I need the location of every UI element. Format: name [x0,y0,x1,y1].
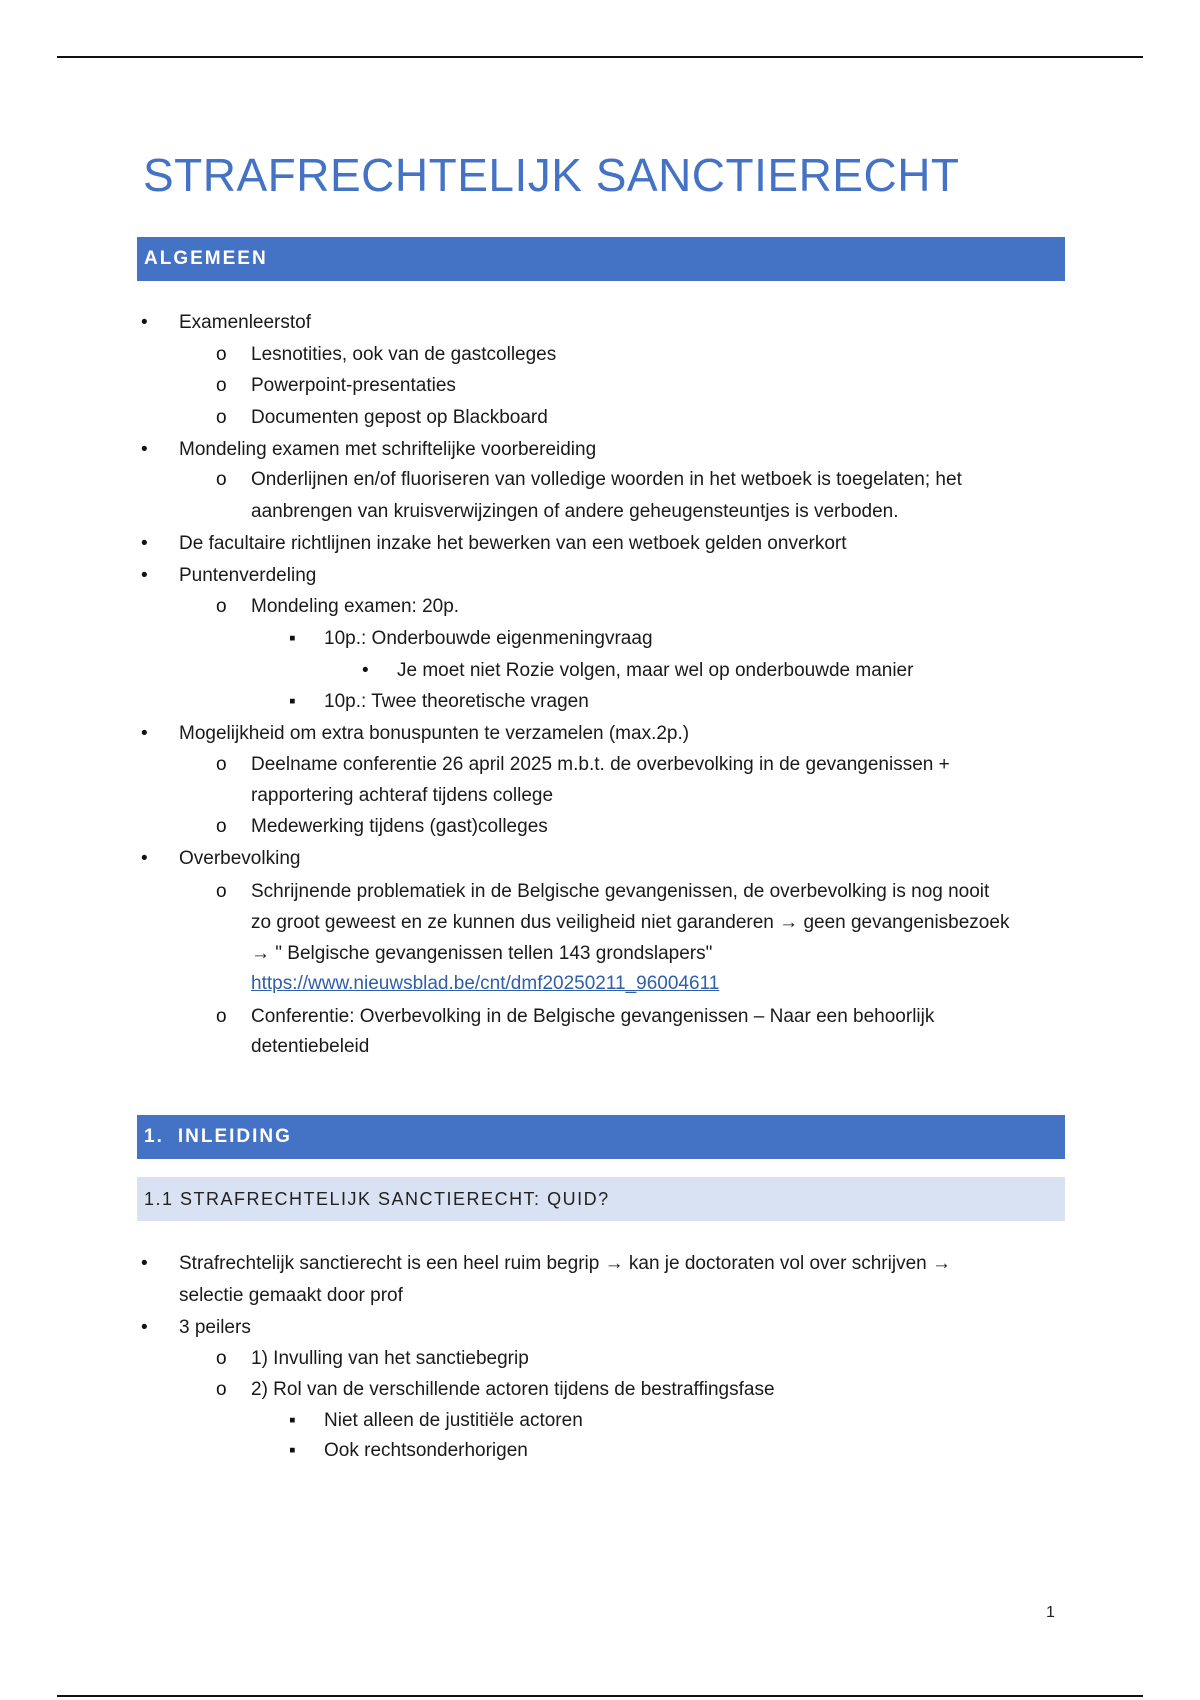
list-bullet: o [216,1348,227,1369]
list-bullet: o [216,1379,227,1400]
list-bullet: ▪ [289,1410,296,1431]
list-item: Je moet niet Rozie volgen, maar wel op onderbouwde manier [397,660,914,681]
list-bullet: o [216,816,227,837]
list-bullet: • [141,1317,148,1338]
list-item: Ook rechtsonderhorigen [324,1440,528,1461]
list-bullet: o [216,596,227,617]
list-bullet: • [141,848,148,869]
list-item-continuation [251,910,1009,936]
list-item: Schrijnende problematiek in de Belgische gevangenissen, de overbevolking is nog nooit [251,881,990,902]
list-item-continuation: detentiebeleid [251,1036,370,1057]
heading-inleiding-number: 1. [144,1126,164,1147]
arrow-icon: → [779,912,799,933]
list-text: kan je doctoraten vol over schrijven [628,1253,927,1274]
list-item: Puntenverdeling [179,565,317,586]
list-bullet: • [141,723,148,744]
list-text: Strafrechtelijk sanctierecht is een heel ruim begrip [179,1253,600,1274]
list-item: 2) Rol van de verschillende actoren tijdens de bestraffingsfase [251,1379,775,1400]
list-item: Mondeling examen met schriftelijke voorbereiding [179,439,597,460]
list-item: Onderlijnen en/of fluoriseren van volledige woorden in het wetboek is toegelaten; het [251,469,962,490]
list-bullet: • [141,439,148,460]
heading-inleiding [137,1115,1065,1159]
list-item: Powerpoint-presentaties [251,375,456,396]
list-item: Examenleerstof [179,312,312,333]
list-bullet: • [141,1253,148,1274]
header-rule [57,56,1143,58]
list-bullet: o [216,881,227,902]
list-item: Medewerking tijdens (gast)colleges [251,816,548,837]
subheading-quid-label: 1.1 STRAFRECHTELIJK SANCTIERECHT: QUID? [144,1188,610,1209]
list-item: Overbevolking [179,848,301,869]
list-bullet: o [216,375,227,396]
list-item: Mondeling examen: 20p. [251,596,460,617]
list-bullet: o [216,1006,227,1027]
list-item: Mogelijkheid om extra bonuspunten te verzamelen (max.2p.) [179,723,690,744]
heading-algemeen-label: ALGEMEEN [144,248,268,269]
list-item: 10p.: Twee theoretische vragen [324,691,589,712]
list-item-continuation [251,941,712,967]
list-bullet: ▪ [289,628,296,649]
arrow-icon: → [251,943,270,964]
list-bullet: o [216,754,227,775]
list-item: De facultaire richtlijnen inzake het bewerken van een wetboek gelden onverkort [179,533,847,554]
list-item: 10p.: Onderbouwde eigenmeningvraag [324,628,653,649]
news-link[interactable]: https://www.nieuwsblad.be/cnt/dmf20250211_96004611 [251,973,720,994]
list-bullet: • [141,312,148,333]
list-item [179,1251,951,1277]
list-item: 1) Invulling van het sanctiebegrip [251,1348,529,1369]
arrow-icon: → [931,1253,951,1274]
list-bullet: ▪ [289,1440,296,1461]
subheading-quid [137,1177,1065,1221]
list-text: zo groot geweest en ze kunnen dus veiligheid niet garanderen [251,912,774,933]
list-bullet: • [362,660,369,681]
list-text: geen gevangenisbezoek [803,912,1010,933]
list-bullet: o [216,469,227,490]
list-bullet: ▪ [289,691,296,712]
footer-rule [57,1695,1143,1697]
list-bullet: • [141,533,148,554]
list-item-continuation: selectie gemaakt door prof [179,1285,403,1306]
list-item: Deelname conferentie 26 april 2025 m.b.t. de overbevolking in de gevangenissen + [251,754,950,775]
list-bullet: • [141,565,148,586]
list-bullet: o [216,407,227,428]
list-item: 3 peilers [179,1317,251,1338]
list-item-continuation: aanbrengen van kruisverwijzingen of andere geheugensteuntjes is verboden. [251,501,899,522]
page-number: 1 [1046,1604,1055,1621]
quote-text: " Belgische gevangenissen tellen 143 grondslapers" [275,943,713,964]
heading-inleiding-label: INLEIDING [177,1126,292,1147]
list-item: Niet alleen de justitiële actoren [324,1410,583,1431]
list-item: Lesnotities, ook van de gastcolleges [251,344,557,365]
list-item: Conferentie: Overbevolking in de Belgische gevangenissen – Naar een behoorlijk [251,1006,935,1027]
list-item-continuation: rapportering achteraf tijdens college [251,785,554,806]
list-bullet: o [216,344,227,365]
arrow-icon: → [604,1253,624,1274]
document-title: STRAFRECHTELIJK SANCTIERECHT [143,149,960,201]
list-item: Documenten gepost op Blackboard [251,407,548,428]
heading-algemeen [137,237,1065,281]
